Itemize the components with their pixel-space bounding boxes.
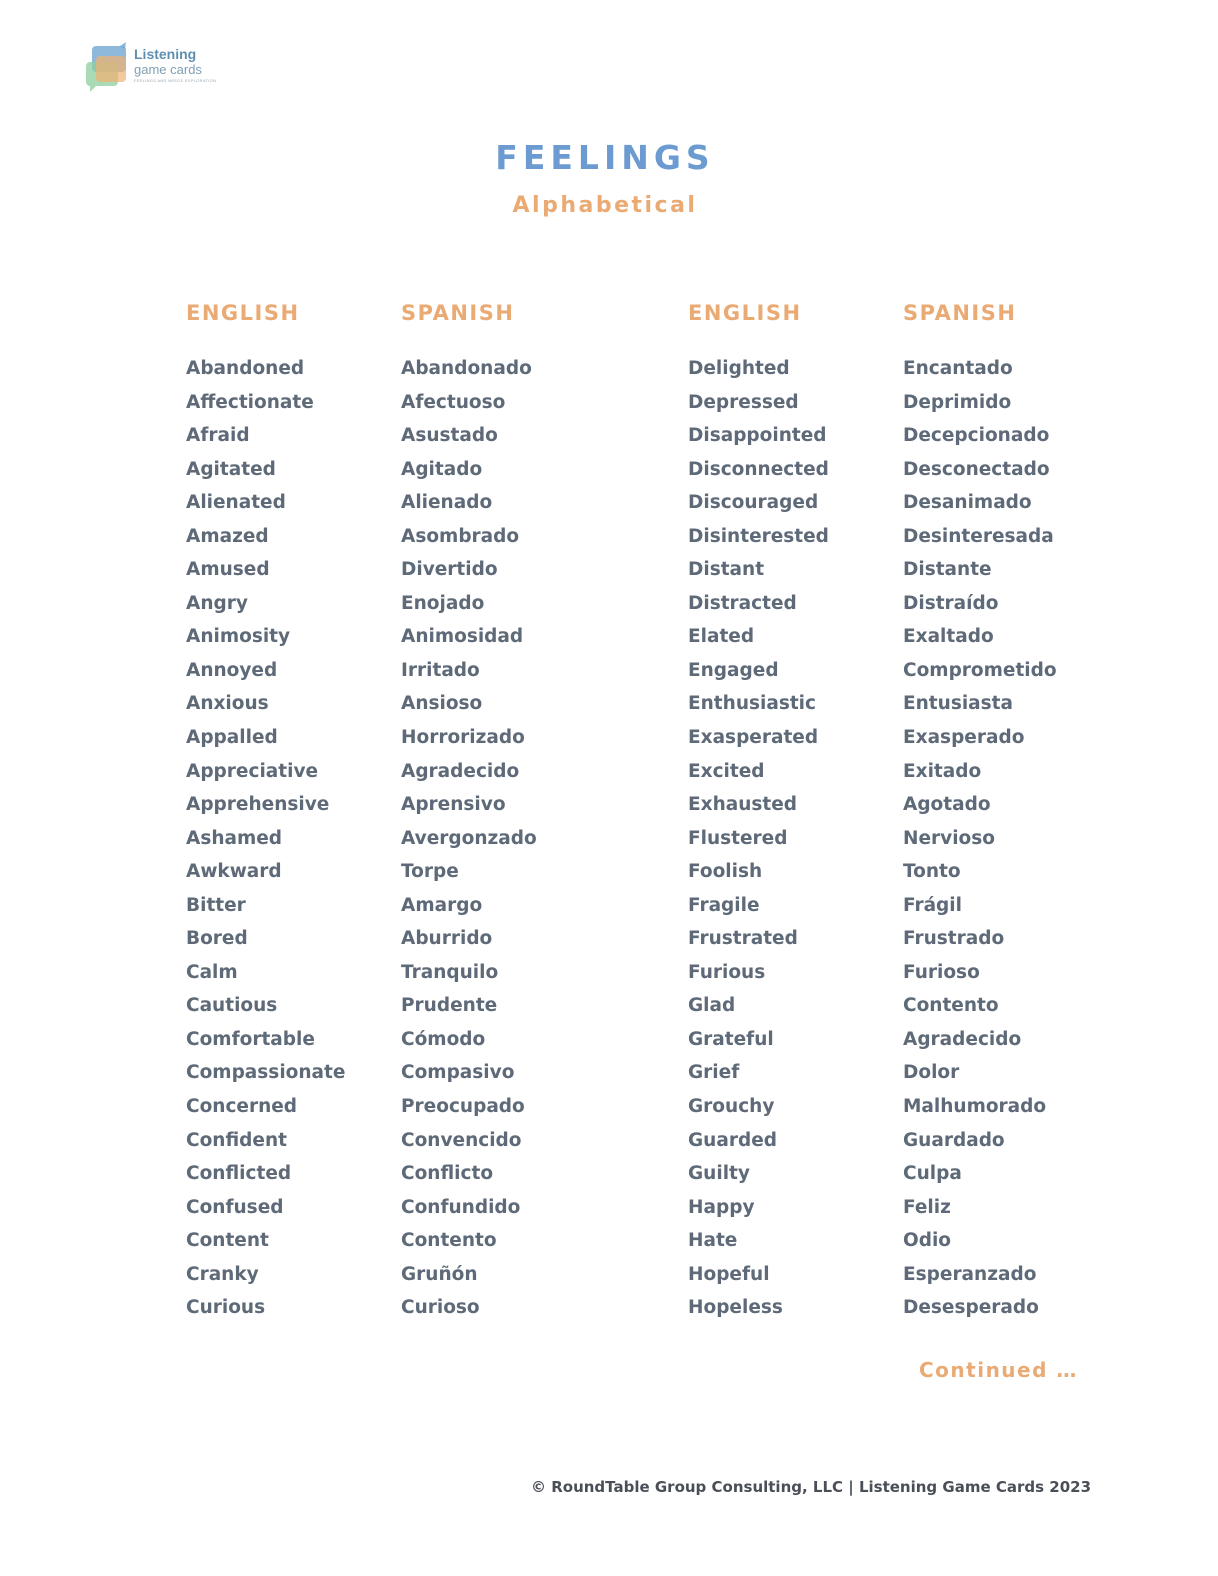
word-item: Confident xyxy=(186,1129,287,1151)
word-list xyxy=(401,352,537,1325)
logo-tagline: FEELINGS AND NEEDS EXPLORATION xyxy=(134,78,217,83)
word-item: Excited xyxy=(688,760,765,782)
word-item: Engaged xyxy=(688,659,779,681)
word-item: Divertido xyxy=(401,559,498,581)
word-item: Agotado xyxy=(903,794,991,816)
logo xyxy=(86,42,226,94)
word-item: Distracted xyxy=(688,592,797,614)
word-item: Grouchy xyxy=(688,1096,775,1118)
column-spanish-2 xyxy=(903,298,1057,1325)
word-item: Bitter xyxy=(186,894,246,916)
word-item: Desanimado xyxy=(903,492,1032,514)
word-item: Compassionate xyxy=(186,1062,346,1084)
continued-label: Continued … xyxy=(919,1358,1078,1382)
page-title: FEELINGS xyxy=(495,138,715,177)
word-item: Furious xyxy=(688,961,766,983)
word-item: Exitado xyxy=(903,760,982,782)
word-item: Esperanzado xyxy=(903,1263,1037,1285)
word-item: Appreciative xyxy=(186,760,319,782)
word-item: Affectionate xyxy=(186,391,314,413)
word-item: Exaltado xyxy=(903,626,994,648)
word-item: Aburrido xyxy=(401,928,493,950)
word-item: Contento xyxy=(401,1230,497,1252)
word-item: Malhumorado xyxy=(903,1096,1047,1118)
word-item: Ashamed xyxy=(186,827,283,849)
word-item: Distante xyxy=(903,559,992,581)
word-item: Disinterested xyxy=(688,525,829,547)
word-item: Asustado xyxy=(401,425,498,447)
word-item: Frustrado xyxy=(903,928,1005,950)
word-item: Abandonado xyxy=(401,358,532,379)
logo-text xyxy=(134,47,216,83)
word-item: Agradecido xyxy=(401,760,520,782)
word-item: Entusiasta xyxy=(903,693,1013,715)
word-item: Desesperado xyxy=(903,1297,1039,1319)
word-item: Grief xyxy=(688,1062,740,1084)
word-item: Bored xyxy=(186,928,248,950)
word-item: Guardado xyxy=(903,1129,1005,1151)
word-item: Tonto xyxy=(903,861,961,883)
word-item: Alienated xyxy=(186,492,286,514)
word-item: Hate xyxy=(688,1230,738,1252)
word-item: Amargo xyxy=(401,894,483,916)
word-item: Distant xyxy=(688,559,765,581)
word-item: Culpa xyxy=(903,1163,962,1185)
word-item: Comprometido xyxy=(903,659,1057,681)
column-english-1 xyxy=(186,298,345,1325)
word-item: Agitado xyxy=(401,458,483,480)
word-item: Aprensivo xyxy=(401,794,506,816)
word-item: Contento xyxy=(903,995,999,1017)
column-header: SPANISH xyxy=(903,301,1017,325)
word-item: Disconnected xyxy=(688,458,829,480)
word-item: Feliz xyxy=(903,1196,951,1218)
word-item: Glad xyxy=(688,995,736,1017)
word-item: Frustrated xyxy=(688,928,798,950)
word-item: Avergonzado xyxy=(401,827,537,849)
word-item: Exasperado xyxy=(903,727,1025,749)
word-item: Depressed xyxy=(688,391,799,413)
word-item: Angry xyxy=(186,592,248,614)
word-item: Awkward xyxy=(186,861,282,883)
word-item: Delighted xyxy=(688,358,790,379)
word-item: Tranquilo xyxy=(401,961,499,983)
logo-subtitle: game cards xyxy=(134,62,202,77)
word-list xyxy=(903,352,1057,1325)
word-item: Amused xyxy=(186,559,270,581)
word-item: Appalled xyxy=(186,727,278,749)
word-item: Disappointed xyxy=(688,425,827,447)
word-item: Afectuoso xyxy=(401,391,506,413)
word-item: Curious xyxy=(186,1297,266,1319)
word-item: Guarded xyxy=(688,1129,777,1151)
word-item: Discouraged xyxy=(688,492,819,514)
word-item: Abandoned xyxy=(186,358,305,379)
word-item: Desinteresada xyxy=(903,525,1054,547)
word-item: Confundido xyxy=(401,1196,521,1218)
word-item: Asombrado xyxy=(401,525,520,547)
word-item: Anxious xyxy=(186,693,269,715)
word-item: Elated xyxy=(688,626,755,648)
word-item: Irritado xyxy=(401,659,480,681)
word-item: Hopeful xyxy=(688,1263,770,1285)
word-item: Animosity xyxy=(186,626,291,648)
word-item: Apprehensive xyxy=(186,794,330,816)
word-item: Alienado xyxy=(401,492,493,514)
word-item: Distraído xyxy=(903,592,999,614)
word-item: Flustered xyxy=(688,827,788,849)
word-item: Confused xyxy=(186,1196,284,1218)
word-item: Hopeless xyxy=(688,1297,783,1319)
word-item: Grateful xyxy=(688,1028,774,1050)
word-item: Foolish xyxy=(688,861,763,883)
word-item: Calm xyxy=(186,961,238,983)
word-item: Enthusiastic xyxy=(688,693,816,715)
word-item: Desconectado xyxy=(903,458,1050,480)
column-header: ENGLISH xyxy=(688,301,802,325)
word-list xyxy=(688,352,829,1325)
word-item: Nervioso xyxy=(903,827,995,849)
word-item: Concerned xyxy=(186,1096,298,1118)
column-header: ENGLISH xyxy=(186,301,300,325)
word-item: Decepcionado xyxy=(903,425,1050,447)
word-item: Happy xyxy=(688,1196,755,1218)
word-item: Frágil xyxy=(903,894,962,916)
column-spanish-1 xyxy=(401,298,537,1325)
speech-bubbles-logo-icon xyxy=(86,42,132,92)
word-item: Preocupado xyxy=(401,1096,525,1118)
word-item: Fragile xyxy=(688,894,760,916)
word-item: Gruñón xyxy=(401,1263,478,1285)
column-english-2 xyxy=(688,298,829,1325)
word-item: Annoyed xyxy=(186,659,278,681)
word-item: Guilty xyxy=(688,1163,750,1185)
word-item: Exhausted xyxy=(688,794,798,816)
word-item: Cómodo xyxy=(401,1028,486,1050)
page-subtitle: Alphabetical xyxy=(512,193,698,218)
word-item: Conflicto xyxy=(401,1163,494,1185)
word-item: Amazed xyxy=(186,525,269,547)
word-item: Ansioso xyxy=(401,693,483,715)
word-item: Cautious xyxy=(186,995,278,1017)
column-header: SPANISH xyxy=(401,301,515,325)
word-item: Horrorizado xyxy=(401,727,525,749)
word-item: Dolor xyxy=(903,1062,960,1084)
word-item: Agitated xyxy=(186,458,276,480)
word-item: Animosidad xyxy=(401,626,524,648)
word-item: Cranky xyxy=(186,1263,259,1285)
word-item: Encantado xyxy=(903,358,1013,379)
word-item: Deprimido xyxy=(903,391,1012,413)
word-item: Odio xyxy=(903,1230,952,1252)
word-item: Prudente xyxy=(401,995,498,1017)
word-item: Agradecido xyxy=(903,1028,1022,1050)
logo-title: Listening xyxy=(134,46,197,62)
word-item: Curioso xyxy=(401,1297,480,1319)
word-item: Convencido xyxy=(401,1129,522,1151)
word-item: Compasivo xyxy=(401,1062,515,1084)
word-item: Torpe xyxy=(401,861,459,883)
word-item: Enojado xyxy=(401,592,485,614)
word-item: Content xyxy=(186,1230,269,1252)
word-item: Afraid xyxy=(186,425,250,447)
word-list xyxy=(186,352,345,1325)
word-item: Conflicted xyxy=(186,1163,292,1185)
copyright-footer: © RoundTable Group Consulting, LLC | Listening Game Cards 2023 xyxy=(531,1478,1092,1496)
word-item: Comfortable xyxy=(186,1028,315,1050)
word-item: Furioso xyxy=(903,961,980,983)
word-item: Exasperated xyxy=(688,727,819,749)
